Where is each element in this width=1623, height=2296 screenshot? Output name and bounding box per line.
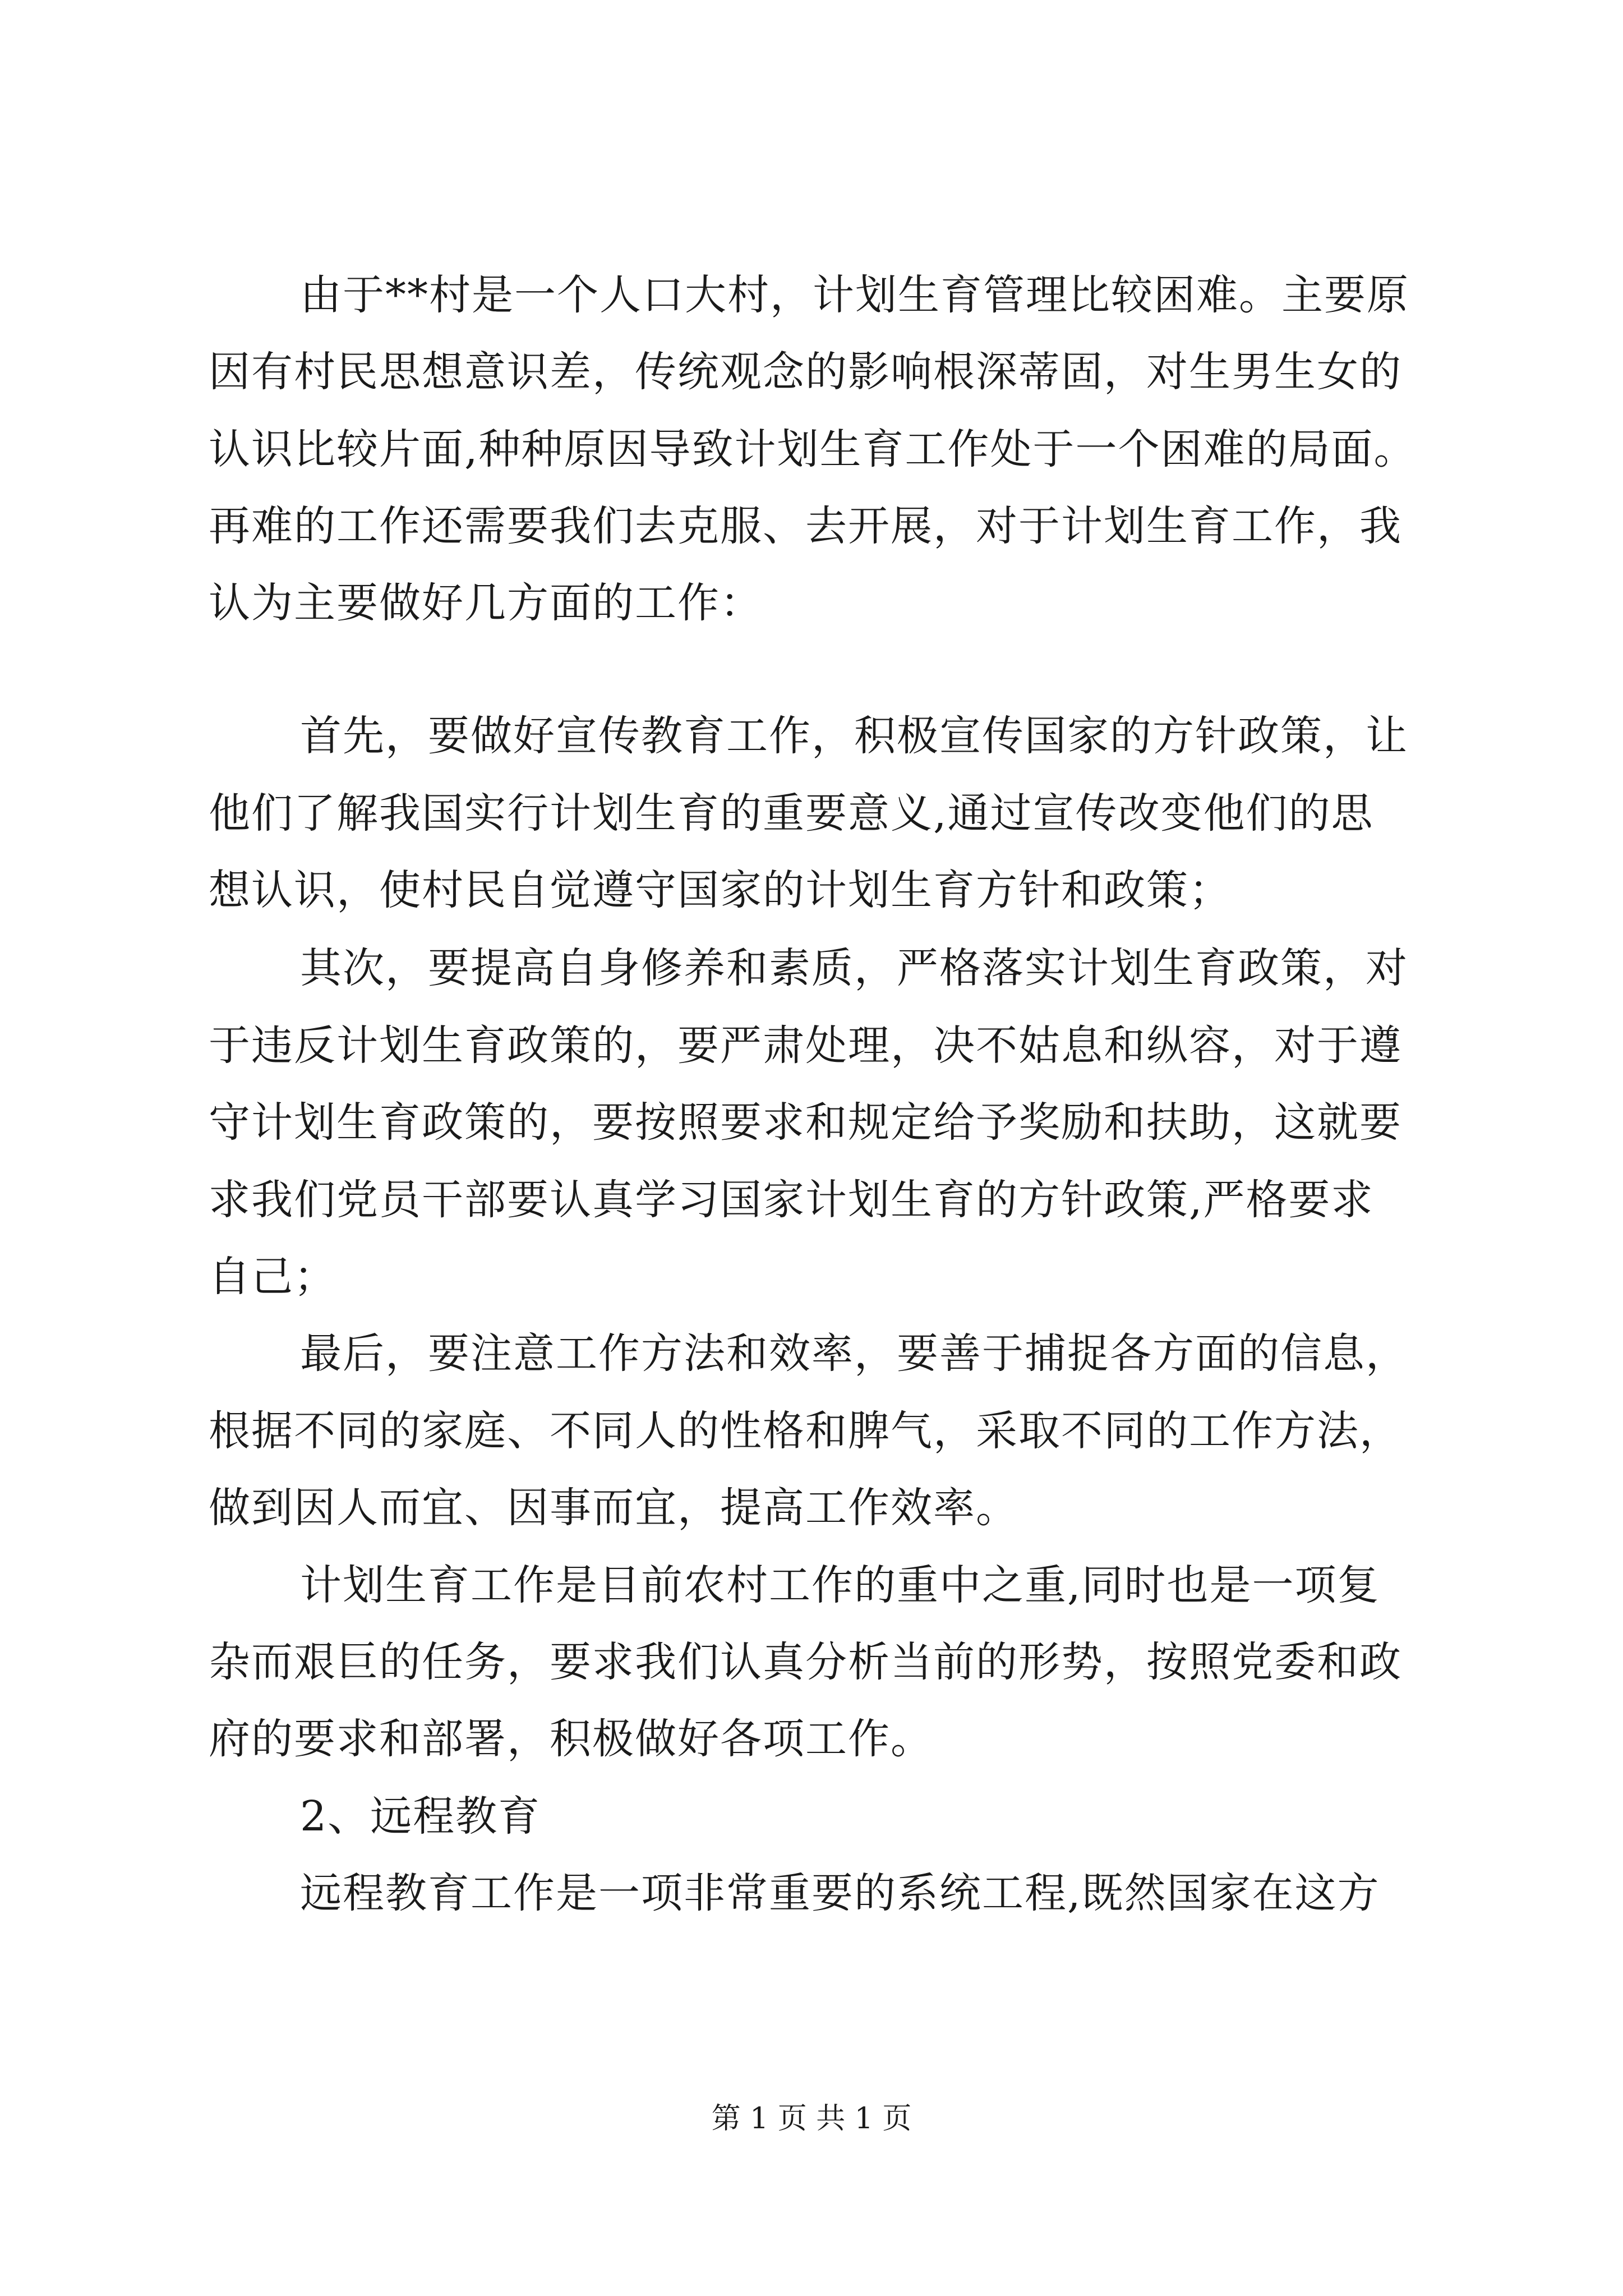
text-line: 计划生育工作是目前农村工作的重中之重,同时也是一项复 [300,1561,1380,1609]
text-line: 做到因人而宜、因事而宜，提高工作效率。 [209,1484,1018,1532]
text-line: 由于**村是一个人口大村，计划生育管理比较困难。主要原 [300,271,1409,319]
section-heading: 2、远程教育 [300,1792,541,1841]
text-line: 认识比较片面,种种原因导致计划生育工作处于一个困难的局面。 [209,425,1417,473]
text-line: 求我们党员干部要认真学习国家计划生育的方针政策,严格要求 [209,1176,1374,1224]
text-line: 于违反计划生育政策的，要严肃处理，决不姑息和纵容，对于遵 [209,1022,1402,1070]
text-line: 他们了解我国实行计划生育的重要意义,通过宣传改变他们的思 [209,789,1374,838]
text-line: 再难的工作还需要我们去克服、去开展，对于计划生育工作，我 [209,502,1402,550]
text-line: 自己； [209,1253,336,1301]
text-line: 根据不同的家庭、不同人的性格和脾气，采取不同的工作方法， [209,1407,1402,1455]
text-line: 首先，要做好宣传教育工作，积极宣传国家的方针政策，让 [300,712,1408,760]
text-line: 杂而艰巨的任务，要求我们认真分析当前的形势，按照党委和政 [209,1638,1402,1686]
text-line: 其次，要提高自身修养和素质，严格落实计划生育政策，对 [300,944,1408,992]
page-number-footer: 第 1 页 共 1 页 [711,2102,912,2136]
text-line: 认为主要做好几方面的工作： [209,579,763,627]
text-line: 守计划生育政策的，要按照要求和规定给予奖励和扶助，这就要 [209,1098,1402,1147]
text-line: 想认识，使村民自觉遵守国家的计划生育方针和政策； [209,866,1232,914]
text-line: 因有村民思想意识差，传统观念的影响根深蒂固，对生男生女的 [209,348,1402,396]
text-line: 远程教育工作是一项非常重要的系统工程,既然国家在这方 [300,1869,1380,1917]
text-line: 府的要求和部署，积极做好各项工作。 [209,1715,933,1763]
text-line: 最后，要注意工作方法和效率，要善于捕捉各方面的信息， [300,1329,1408,1378]
